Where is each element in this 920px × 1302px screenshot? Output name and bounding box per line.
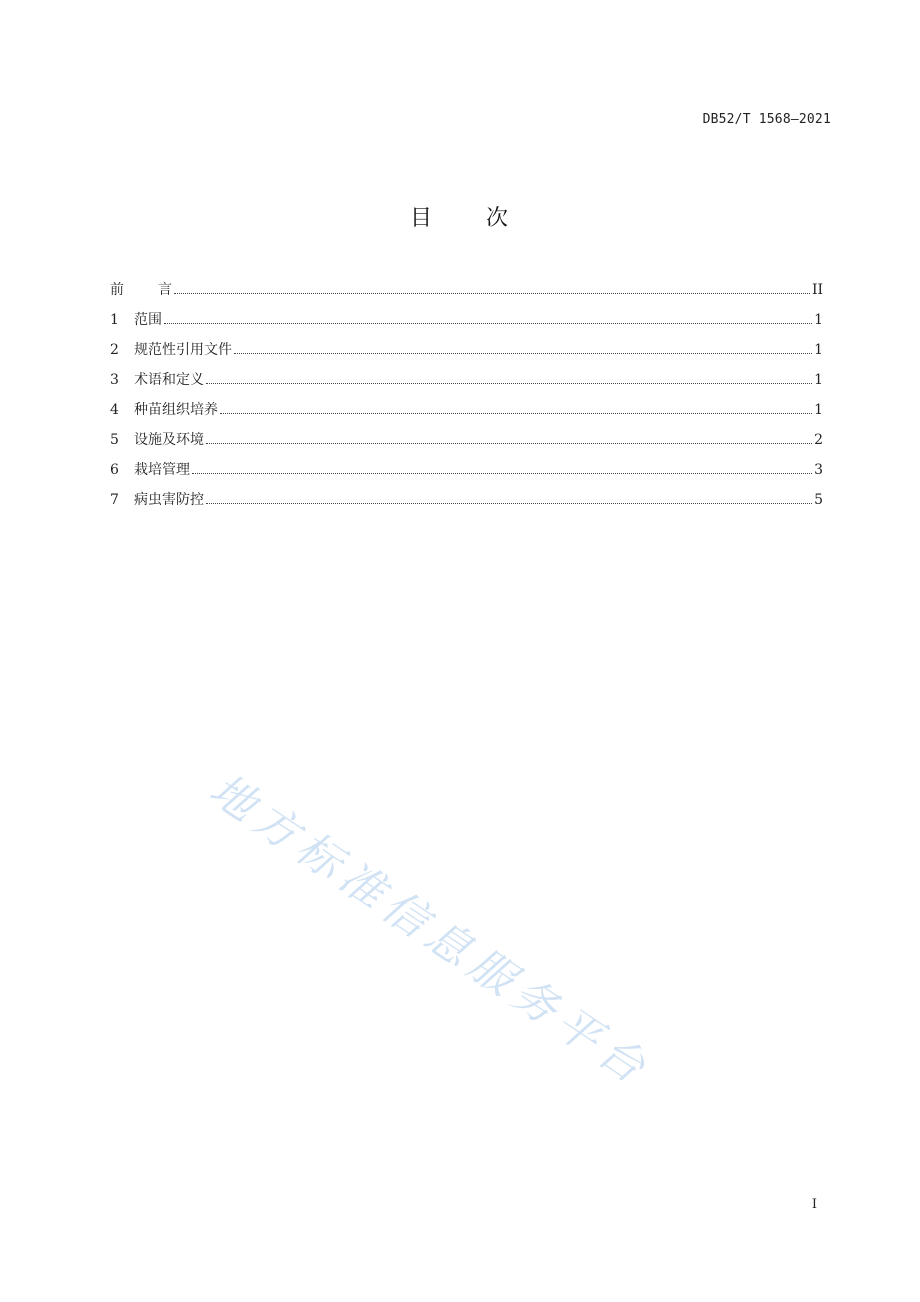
toc-entry-tissue-culture[interactable] — [110, 399, 823, 429]
toc-entry-page: 3 — [814, 462, 823, 478]
dot-leader — [192, 472, 812, 474]
watermark: 地方标准信息服务平台 — [200, 764, 660, 1098]
toc-heading-right: 次 — [486, 206, 511, 231]
toc-entry-label: 术语和定义 — [134, 372, 204, 388]
toc-entry-label: 设施及环境 — [134, 432, 204, 448]
toc-entry-page: 1 — [814, 402, 823, 418]
toc-entry-facilities-environment[interactable] — [110, 429, 823, 459]
dot-leader — [234, 352, 812, 354]
dot-leader — [174, 292, 810, 294]
toc-entry-label: 规范性引用文件 — [134, 342, 232, 358]
toc-entry-page: 2 — [814, 432, 823, 448]
toc-entry-label: 范围 — [134, 312, 162, 328]
toc-entry-number: 5 — [110, 432, 119, 448]
toc-entry-number: 7 — [110, 492, 119, 508]
dot-leader — [220, 412, 812, 414]
toc-entry-label: 栽培管理 — [134, 462, 190, 478]
document-code: DB52/T 1568—2021 — [702, 112, 831, 127]
toc-entry-cultivation-management[interactable] — [110, 459, 823, 489]
toc-list — [110, 279, 823, 519]
toc-entry-number: 2 — [110, 342, 119, 358]
toc-entry-number: 6 — [110, 462, 119, 478]
toc-entry-scope[interactable] — [110, 309, 823, 339]
toc-entry-label: 前 言 — [110, 282, 172, 298]
toc-heading-left: 目 — [409, 206, 434, 231]
dot-leader — [206, 502, 812, 504]
toc-entry-page: II — [811, 282, 823, 298]
page-number: I — [811, 1197, 817, 1212]
dot-leader — [206, 382, 812, 384]
toc-entry-page: 1 — [814, 312, 823, 328]
toc-entry-number: 3 — [110, 372, 119, 388]
toc-entry-number: 1 — [110, 312, 119, 328]
toc-entry-page: 5 — [814, 492, 823, 508]
toc-entry-page: 1 — [814, 372, 823, 388]
dot-leader — [164, 322, 812, 324]
toc-entry-normative-references[interactable] — [110, 339, 823, 369]
toc-entry-label: 病虫害防控 — [134, 492, 204, 508]
toc-entry-terms-definitions[interactable] — [110, 369, 823, 399]
toc-heading — [0, 201, 920, 232]
toc-entry-page: 1 — [814, 342, 823, 358]
toc-entry-foreword[interactable] — [110, 279, 823, 309]
toc-entry-number: 4 — [110, 402, 119, 418]
toc-entry-label: 种苗组织培养 — [134, 402, 218, 418]
toc-entry-pest-control[interactable] — [110, 489, 823, 519]
dot-leader — [206, 442, 812, 444]
